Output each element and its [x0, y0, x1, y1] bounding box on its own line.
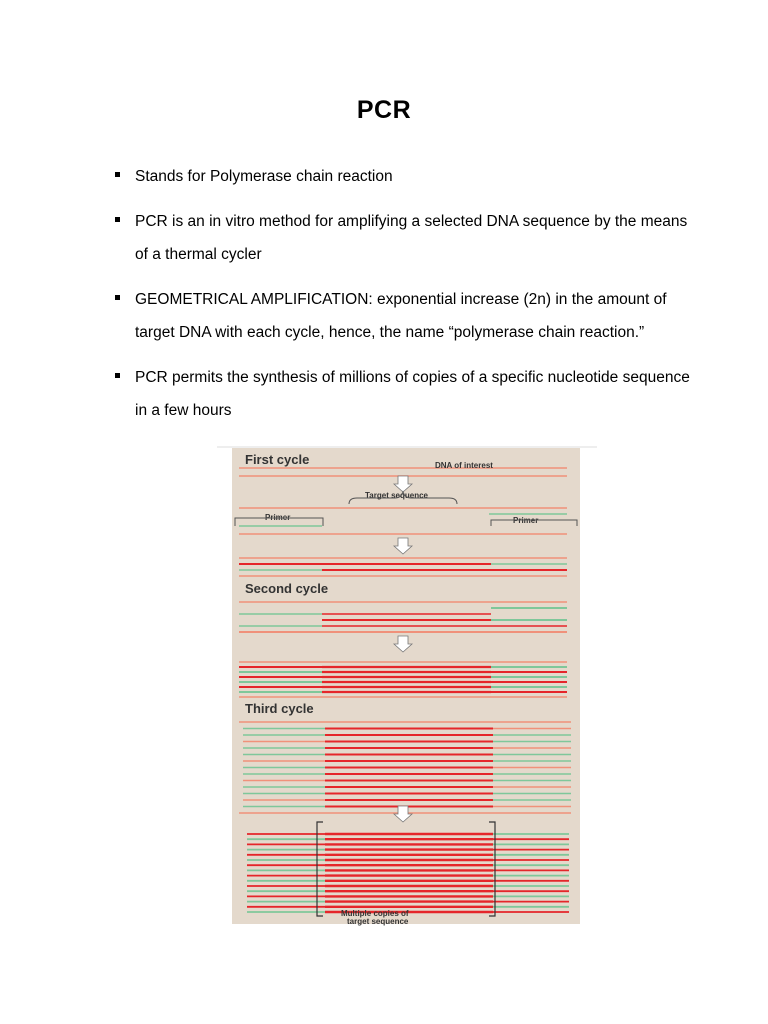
bullet-square-icon [115, 373, 120, 378]
pcr-diagram [217, 446, 597, 926]
third-cycle-label: Third cycle [245, 701, 314, 716]
primer-left-label: Primer [265, 513, 291, 522]
multiple-copies-label-line2: target sequence [347, 917, 409, 926]
multiple-copies-label-line1: Multiple copies of [341, 909, 409, 918]
bullet-item [114, 205, 694, 271]
bullet-text: PCR permits the synthesis of millions of copies of a specific nucleotide sequence in a few hours [135, 369, 690, 419]
bullet-list [114, 160, 694, 439]
bullet-text: PCR is an in vitro method for amplifying a selected DNA sequence by the means of a thermal cycler [135, 213, 688, 263]
primer-right-label: Primer [513, 516, 539, 525]
first-cycle-label: First cycle [245, 452, 310, 467]
bullet-item [114, 160, 694, 193]
bullet-square-icon [115, 295, 120, 300]
diagram-top-border [217, 446, 597, 448]
target-sequence-label: Target sequence [365, 491, 428, 500]
bullet-item [114, 283, 694, 349]
page-title: PCR [356, 96, 412, 124]
bullet-square-icon [115, 217, 120, 222]
second-cycle-label: Second cycle [245, 581, 329, 596]
bullet-text: GEOMETRICAL AMPLIFICATION: exponential increase (2n) in the amount of target DNA with each cycle, hence, the name “polymerase chain reaction.” [135, 291, 667, 341]
bullet-item [114, 361, 694, 427]
dna-of-interest-label: DNA of interest [435, 461, 493, 470]
bullet-text: Stands for Polymerase chain reaction [135, 168, 393, 185]
bullet-square-icon [115, 172, 120, 177]
